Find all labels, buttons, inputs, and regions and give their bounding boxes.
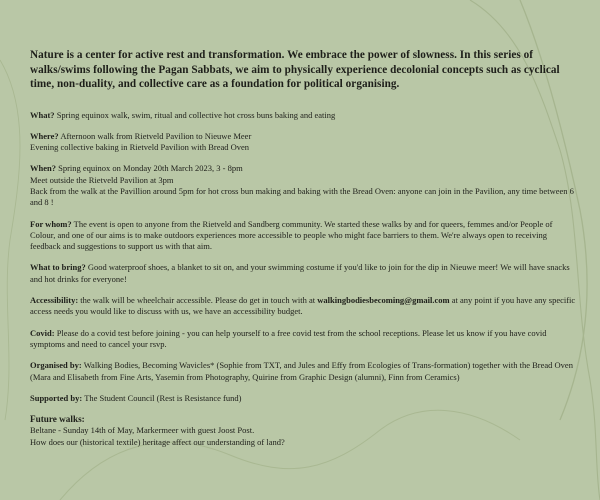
accessibility-text-1: the walk will be wheelchair accessible. Please do get in touch with at xyxy=(80,295,316,306)
what-section xyxy=(30,110,578,121)
accessibility-text-2: at any point if you have any specific access needs you would like to discuss with us, we have an accessibility budget. xyxy=(30,295,576,317)
contact-email-link[interactable]: walkingbodiesbecoming@gmail.com xyxy=(317,295,450,306)
future-walks-section xyxy=(30,414,578,448)
when-section xyxy=(30,163,578,208)
accessibility-label: Accessibility: xyxy=(30,295,79,306)
for-whom-section xyxy=(30,219,578,253)
covid-label: Covid: xyxy=(30,327,55,338)
where-line-1: Afternoon walk from Rietveld Pavilion to Nieuwe Meer xyxy=(60,130,252,141)
when-line-1: Spring equinox on Monday 20th March 2023, 3 - 8pm xyxy=(58,163,243,174)
when-line-3: Back from the walk at the Pavillion around 5pm for hot cross bun making and baking with the Bread Oven: anyone can join in the Pavilion, any time between 6 and 8 ! xyxy=(30,185,574,208)
accessibility-section xyxy=(30,295,578,318)
where-section xyxy=(30,131,578,154)
supported-by-section xyxy=(30,393,578,404)
what-to-bring-text: Good waterproof shoes, a blanket to sit on, and your swimming costume if you'd like to join for the dip in Nieuwe meer! We will have snacks and hot drinks for everyone! xyxy=(30,262,570,284)
when-label: When? xyxy=(30,163,56,174)
organised-by-label: Organised by: xyxy=(30,360,82,371)
what-to-bring-section xyxy=(30,262,578,285)
where-label: Where? xyxy=(30,130,59,141)
covid-section xyxy=(30,328,578,351)
when-line-2: Meet outside the Rietveld Pavilion at 3pm xyxy=(30,174,174,185)
future-walk-line-1: Beltane - Sunday 14th of May, Markermeer with guest Joost Post. xyxy=(30,425,255,436)
future-walk-line-2: How does our (historical textile) heritage affect our understanding of land? xyxy=(30,436,285,447)
what-text: Spring equinox walk, swim, ritual and collective hot cross buns baking and eating xyxy=(56,109,336,120)
intro-statement: Nature is a center for active rest and transformation. We embrace the power of slowness. In this series of walks/swims following the Pagan Sabbats, we aim to physically experience decolonial concepts such as cyclical time, non-duality, and collective care as a foundation for political organising. xyxy=(30,49,560,90)
covid-text: Please do a covid test before joining - you can help yourself to a free covid test from the school receptions. Please let us know if you have covid symptoms and need to cancel your rsvp. xyxy=(30,327,547,349)
future-walks-label: Future walks: xyxy=(30,414,85,425)
for-whom-label: For whom? xyxy=(30,218,72,229)
what-to-bring-label: What to bring? xyxy=(30,262,86,273)
where-line-2: Evening collective baking in Rietveld Pavilion with Bread Oven xyxy=(30,142,250,153)
organised-by-text: Walking Bodies, Becoming Wavicles* (Sophie from TXT, and Jules and Effy from Ecologies of Trans-formation) together with the Bread Oven (Mara and Elisabeth from Fine Arts, Yasemin from Photography, Quirine from Graphic Design (alumni), Finn from Ceramics) xyxy=(30,360,573,382)
what-label: What? xyxy=(30,109,55,120)
event-poster xyxy=(30,48,578,458)
for-whom-text: The event is open to anyone from the Rietveld and Sandberg community. We started these walks by and for queers, femmes and/or People of Colour, and one of our aims is to make outdoors experiences more accessible to people who might face barriers to them. We're always open to receiving feedback and suggestions to support us with that aim. xyxy=(30,218,553,252)
supported-by-label: Supported by: xyxy=(30,392,83,403)
organised-by-section xyxy=(30,360,578,383)
supported-by-text: The Student Council (Rest is Resistance fund) xyxy=(84,392,242,403)
